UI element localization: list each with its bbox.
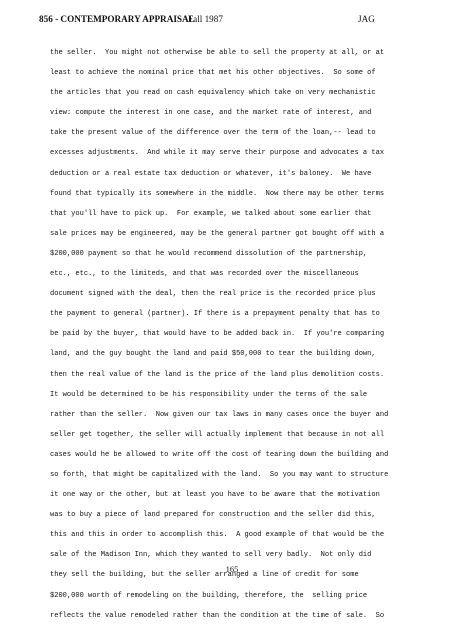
text-line: seller get together, the seller will actually implement that because in not all <box>50 430 385 439</box>
text-line: etc., etc., to the limiteds, and that was recorded over the miscellaneous <box>50 270 359 279</box>
text-line: the articles that you read on cash equivalency which take on very mechanistic <box>50 89 376 98</box>
text-line: least to achieve the nominal price that met his other objectives. So some of <box>50 69 376 78</box>
text-line: sale of the Madison Inn, which they wanted to sell very badly. Not only did <box>50 551 372 560</box>
running-header <box>39 14 425 26</box>
text-line: land, and the guy bought the land and paid $50,000 to tear the building down, <box>50 350 376 359</box>
text-line: found that typically its somewhere in the middle. Now there may be other terms <box>50 189 385 198</box>
text-line: $200,000 worth of remodeling on the building, therefore, the selling price <box>50 591 368 600</box>
text-line: that you'll have to pick up. For example, we talked about some earlier that <box>50 209 372 218</box>
text-line: It would be determined to be his responsibility under the terms of the sale <box>50 390 368 399</box>
text-line: was to buy a piece of land prepared for construction and the seller did this, <box>50 511 376 520</box>
transcript-body <box>50 47 420 630</box>
text-line: so forth, that might be capitalized with the land. So you may want to structure <box>50 470 389 479</box>
page-number: 165 <box>225 564 239 574</box>
text-line: cases would he be allowed to write off the cost of tearing down the building and <box>50 450 389 459</box>
text-line: document signed with the deal, then the real price is the recorded price plus <box>50 290 376 299</box>
text-line: sale prices may be engineered, may be the general partner got bought off with a <box>50 229 385 238</box>
header-initials: JAG <box>358 14 375 24</box>
header-journal-title: 856 - CONTEMPORARY APPRAISAL <box>39 14 195 24</box>
text-line: they sell the building, but the seller arranged a line of credit for some <box>50 571 359 580</box>
text-line: deduction or a real estate tax deduction or whatever, it's baloney. We have <box>50 169 372 178</box>
text-line: take the present value of the difference over the term of the loan,-- lead to <box>50 129 376 138</box>
text-line: excesses adjustments. And while it may serve their purpose and advocates a tax <box>50 149 385 158</box>
text-line: reflects the value remodeled rather than the condition at the time of sale. So <box>50 611 385 620</box>
text-line: the payment to general (partner). If there is a prepayment penalty that has to <box>50 310 380 319</box>
text-line: $200,000 payment so that he would recommend dissolution of the partnership, <box>50 249 368 258</box>
text-line: it one way or the other, but at least you have to be aware that the motivation <box>50 491 380 500</box>
text-line: be paid by the buyer, that would have to be added back in. If you're comparing <box>50 330 385 339</box>
text-line: then the real value of the land is the price of the land plus demolition costs. <box>50 370 385 379</box>
text-line: view: compute the interest in one case, and the market rate of interest, and <box>50 109 372 118</box>
text-line: this and this in order to accomplish this. A good example of that would be the <box>50 531 385 540</box>
header-issue-date: Fall 1987 <box>188 14 223 24</box>
text-line: the seller. You might not otherwise be able to sell the property at all, or at <box>50 49 385 57</box>
text-line: rather than the seller. Now given our tax laws in many cases once the buyer and <box>50 410 389 419</box>
